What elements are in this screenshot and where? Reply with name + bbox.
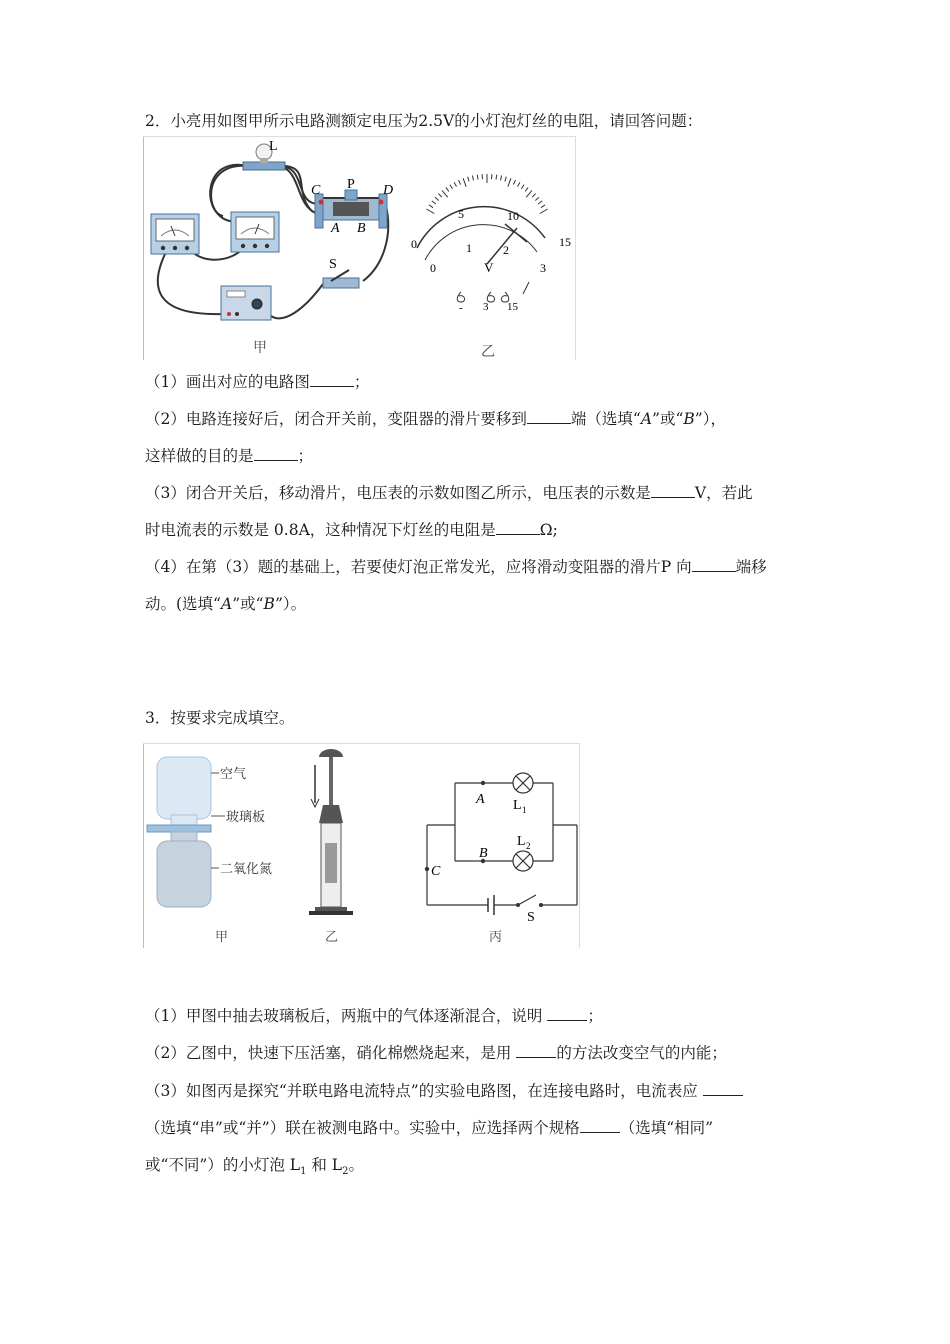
label-l1: L bbox=[513, 798, 522, 813]
dial-tick bbox=[463, 178, 466, 187]
answer-blank-q2-3[interactable] bbox=[254, 446, 298, 461]
dial-tick bbox=[518, 182, 520, 186]
q2-part4: （4）在第（3）题的基础上，若要使灯泡正常发光，应将滑动变阻器的滑片P 向 端移 bbox=[145, 558, 767, 576]
dial-tick bbox=[521, 185, 524, 189]
dial-tick bbox=[513, 180, 515, 185]
label-q3-s: S bbox=[527, 910, 535, 925]
dial-tick bbox=[426, 209, 434, 214]
power-supply-icon bbox=[221, 286, 271, 320]
dial-tick bbox=[496, 175, 497, 180]
q2-stem: 2．小亮用如图甲所示电路测额定电压为2.5V的小灯泡灯丝的电阻，请回答问题： bbox=[145, 112, 703, 130]
terminal-neg: - bbox=[459, 302, 463, 314]
answer-blank-q3-2[interactable] bbox=[516, 1043, 556, 1058]
dial-tick bbox=[435, 197, 439, 200]
piston-icon bbox=[309, 749, 353, 915]
label-l1-sub: 1 bbox=[522, 805, 527, 815]
label-glass: 玻璃板 bbox=[226, 810, 266, 825]
dial-tick bbox=[525, 187, 528, 191]
dial-tick bbox=[446, 187, 449, 191]
dial-inner-1: 1 bbox=[466, 241, 472, 255]
terminal-15: 15 bbox=[507, 301, 518, 313]
dial-unit: V bbox=[484, 260, 494, 275]
dial-tick bbox=[535, 197, 539, 200]
dial-tick bbox=[472, 176, 473, 181]
caption-q3-jia: 甲 bbox=[215, 930, 229, 945]
q3-part1: （1）甲图中抽去玻璃板后，两瓶中的气体逐渐混合，说明 ； bbox=[145, 1007, 603, 1025]
dial-outer-15: 15 bbox=[559, 235, 571, 249]
label-q3-b: B bbox=[479, 846, 488, 861]
dial-tick bbox=[540, 209, 548, 214]
dial-outer-10: 10 bbox=[507, 209, 519, 223]
terminal-3: 3 bbox=[483, 301, 489, 313]
q2-p1-text: （1）画出对应的电路图 bbox=[145, 373, 310, 391]
q2-figure-svg bbox=[143, 136, 576, 360]
label-c: C bbox=[311, 183, 321, 198]
bottles-icon bbox=[147, 757, 211, 907]
label-a: A bbox=[331, 221, 340, 236]
dial-tick bbox=[429, 205, 433, 208]
voltmeter-dial bbox=[417, 174, 548, 264]
lamp-icon bbox=[243, 144, 285, 170]
dial-tick bbox=[477, 175, 478, 180]
dial-tick bbox=[450, 185, 453, 189]
dial-inner-3: 3 bbox=[540, 261, 546, 275]
answer-blank-q2-5[interactable] bbox=[496, 520, 540, 535]
dial-tick bbox=[501, 176, 502, 181]
dial-tick bbox=[468, 177, 469, 182]
dial-tick bbox=[508, 178, 511, 187]
dial-tick bbox=[454, 182, 456, 186]
answer-blank-q2-2[interactable] bbox=[527, 409, 571, 424]
label-l: L bbox=[269, 139, 278, 154]
label-q3-a: A bbox=[476, 792, 485, 807]
label-air: 空气 bbox=[220, 767, 247, 782]
answer-blank-q3-1[interactable] bbox=[547, 1006, 587, 1021]
voltmeter-icon bbox=[231, 212, 279, 252]
q2-part1: （1）画出对应的电路图 ； bbox=[145, 373, 370, 391]
dial-tick bbox=[532, 194, 535, 198]
dial-tick bbox=[432, 201, 436, 204]
dial-tick bbox=[538, 201, 542, 204]
dial-tick bbox=[526, 190, 532, 197]
dial-inner-0: 0 bbox=[430, 261, 436, 275]
label-q3-c: C bbox=[431, 864, 441, 879]
rheostat-icon bbox=[315, 190, 387, 228]
needle bbox=[487, 228, 517, 264]
dial-outer-0: 0 bbox=[411, 237, 417, 251]
q2-part2: （2）电路连接好后，闭合开关前，变阻器的滑片要移到 端（选填“A”或“B”）， bbox=[145, 410, 726, 428]
label-s: S bbox=[329, 257, 337, 272]
dial-tick bbox=[541, 205, 545, 208]
q2-figure bbox=[143, 136, 576, 360]
q3-figure bbox=[143, 743, 580, 948]
q3-figure-svg bbox=[143, 743, 580, 948]
dial-tick bbox=[459, 180, 461, 185]
q2-part3-line2: 时电流表的示数是 0.8A，这种情况下灯丝的电阻是 Ω; bbox=[145, 521, 558, 539]
dial-tick bbox=[442, 190, 448, 197]
label-d: D bbox=[383, 183, 394, 198]
answer-blank-q3-3[interactable] bbox=[703, 1081, 743, 1096]
q3-part2: （2）乙图中，快速下压活塞，硝化棉燃烧起来，是用 的方法改变空气的内能； bbox=[145, 1044, 727, 1062]
q2-p2-text: （2）电路连接好后，闭合开关前，变阻器的滑片要移到 bbox=[145, 410, 527, 428]
dial-inner-2: 2 bbox=[503, 243, 509, 257]
answer-blank-q2-4[interactable] bbox=[651, 483, 695, 498]
label-p: P bbox=[347, 177, 355, 192]
caption-jia: 甲 bbox=[253, 340, 267, 356]
answer-blank-q3-4[interactable] bbox=[580, 1118, 620, 1133]
caption-q3-bing: 丙 bbox=[489, 930, 503, 945]
q3-part3: （3）如图丙是探究“并联电路电流特点”的实验电路图，在连接电路时，电流表应 bbox=[145, 1081, 743, 1101]
label-l2-sub: 2 bbox=[526, 841, 531, 851]
q2-part4-line2: 动。(选填“A”或“B”）。 bbox=[145, 595, 307, 613]
switch-icon bbox=[323, 270, 359, 288]
ammeter-icon bbox=[151, 214, 199, 254]
dial-tick bbox=[438, 194, 441, 198]
answer-blank-q2-6[interactable] bbox=[692, 557, 736, 572]
label-no2: 二氧化氮 bbox=[220, 862, 273, 877]
caption-yi: 乙 bbox=[481, 344, 495, 360]
q2-part3: （3）闭合开关后，移动滑片，电压表的示数如图乙所示，电压表的示数是 V，若此 bbox=[145, 484, 753, 502]
dial-tick bbox=[505, 177, 506, 182]
label-l2: L bbox=[517, 834, 526, 849]
q3-part3-line2: （选填“串”或“并”）联在被测电路中。实验中，应选择两个规格 （选填“相同” bbox=[145, 1119, 714, 1137]
parallel-circuit bbox=[427, 773, 577, 915]
q3-part3-line3: 或“不同”）的小灯泡 $L_1$ 和 $L_2$。 bbox=[145, 1156, 364, 1178]
caption-q3-yi: 乙 bbox=[325, 930, 339, 945]
dial-outer-5: 5 bbox=[458, 207, 464, 221]
q2-part2-line2: 这样做的目的是 ； bbox=[145, 447, 314, 465]
label-b: B bbox=[357, 221, 366, 236]
q3-stem: 3．按要求完成填空。 bbox=[145, 709, 295, 727]
answer-blank-q2-1[interactable] bbox=[310, 372, 354, 387]
